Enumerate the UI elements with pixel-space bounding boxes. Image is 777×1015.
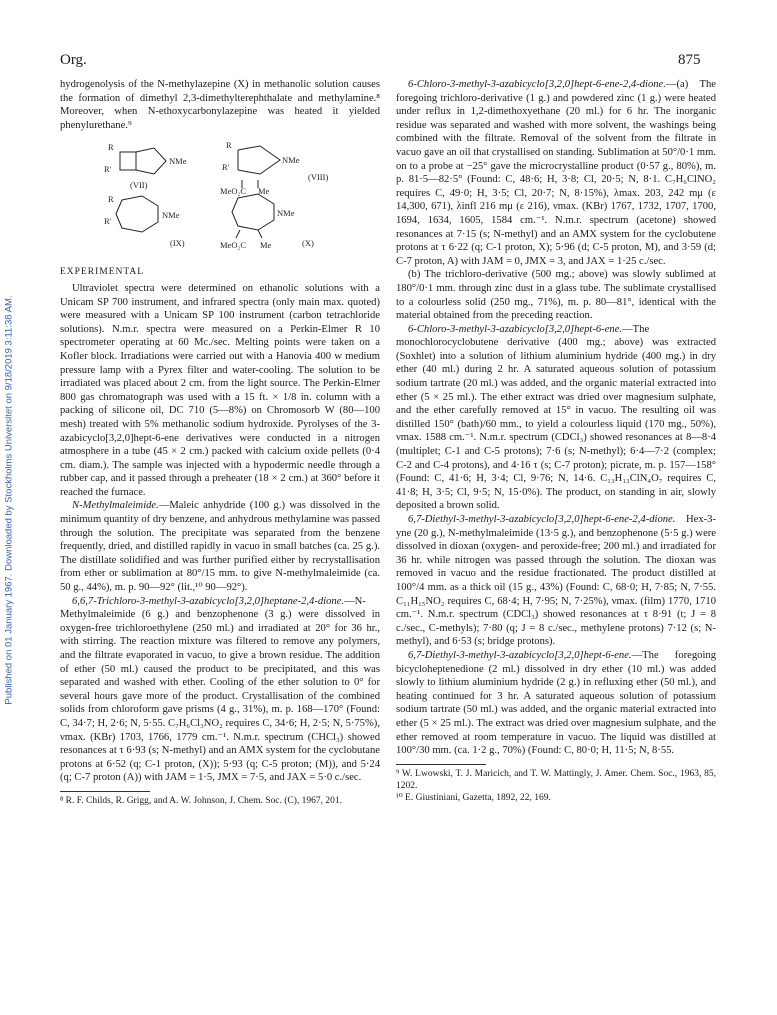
svg-text:R: R [226, 140, 232, 151]
footnote-10: ¹⁰ E. Giustiniani, Gazetta, 1892, 22, 169. [396, 792, 551, 803]
footnote-8: ⁸ R. F. Childs, R. Grigg, and A. W. Johnson, J. Chem. Soc. (C), 1967, 201. [60, 795, 343, 806]
experimental-paragraph: Ultraviolet spectra were determined on ethanolic solutions with a Unicam SP 700 instrument, and infrared spectra (only main max. quoted) were measured with a Unicam SP 100 instrument (carbon tetrachloride solutions). N.m.r. spectra were measured on a Perkin-Elmer R 10 spectrometer operating at 60 Mc./sec. Melting points were taken on a Kofler block. Irradiations were carried out with a Hanovia 400 w medium pressure lamp with a Pyrex filter and water-cooling. The solution to be irradiated was placed about 2 cm. from the light source. The Perkin-Elmer 800 gas chromatograph was used with a 15 ft. × 1/8 in. column with a packing of silicone oil, DC 710 (5—8%) on Chromosorb W (80—100 mesh) treated with 5% methanolic sodium hydroxide. Pyrolyses of the 3-azabicyclo[3,2,0]hept-6-ene derivatives were conducted in a nitrogen atmosphere in a tube (45 × 2 cm.) packed with calcium oxide pellets (0·4 cm. diam.). The sample was injected with a hypodermic needle through a rubber cap, and it passed through a preheater (18 × 2 cm.) at 360° before it reached the furnace. [60, 282, 380, 498]
structure-vii-cyclobutane [120, 152, 136, 170]
footnote-rule-right [396, 764, 486, 765]
svg-text:NMe: NMe [162, 210, 180, 221]
structure-viii-label: (VIII) [308, 172, 329, 183]
footnotes-left [60, 791, 380, 807]
structure-vii-r: R [108, 142, 114, 153]
svg-text:NMe: NMe [282, 155, 300, 166]
footnotes-right [396, 764, 716, 804]
svg-text:R': R' [104, 164, 112, 175]
structure-x-label: (X) [302, 238, 314, 249]
maleimide-paragraph: N-Methylmaleimide.—Maleic anhydride (100 g.) was dissolved in the minimum quantity of dry benzene, and anhydrous methylamine was passed through the solution. The precipitate was separated from the benzene frequently, dried, and distilled rapidly in vacuo in small batches (ca. 25 g.). The distillate solidified and was further purified either by recrystallisation from ether or sublimation at 80°/15 mm. to give N-methylmaleimide (ca. 50 g., 44%), m. p. 90—92° (lit.,¹⁰ 90—92°). [60, 500, 380, 594]
sublimation-paragraph: (b) The trichloro-derivative (500 mg.; above) was slowly sublimed at 180°/0·1 mm. through zinc dust in a glass tube. The sublimate crystallised to a colourless solid (250 mg., 71%), m. p. 80—81°, identical with the material obtained from the preceding reaction. [396, 269, 716, 322]
svg-text:R: R [108, 194, 114, 205]
footnote-rule [60, 791, 150, 792]
footnote-9: ⁹ W. Lwowski, T. J. Maricich, and T. W. Mattingly, J. Amer. Chem. Soc., 1963, 85, 1202. [396, 768, 716, 791]
svg-text:R': R' [222, 162, 230, 173]
structure-x-ring [232, 194, 274, 230]
diethyl-dione-paragraph: 6,7-Diethyl-3-methyl-3-azabicyclo[3,2,0]hept-6-ene-2,4-dione. Hex-3-yne (20 g.), N-methylmaleimide (13·5 g.), and benzophenone (5·5 g.) were dissolved in dioxan (oxygen- and peroxide-free; 200 ml.) and irradiated for 36 hr. while nitrogen was passed through the solution. The dioxan was removed in vacuo and the residue fractionated. The product distilled at 100°/4 mm. as a thick oil (15 g., 43%) (Found: C, 68·0; H, 7·85; N, 7·55. C₁₁H₁₅NO₂ requires C, 68·4; H, 7·95; N, 7·25%), νmax. (film) 1770, 1710 cm.⁻¹. N.m.r. spectrum (CDCl₃) showed resonances at τ 8·91 (t; J = 8 c./sec., C-methyls); 7·80 (q; J = 8 c./sec., methylene protons) 7·12 (s; N-methyl), and 6·53 (s; bridge protons). [396, 514, 716, 648]
svg-text:MeO₂C: MeO₂C [220, 240, 247, 251]
chloro-dione-paragraph: 6-Chloro-3-methyl-3-azabicyclo[3,2,0]hept-6-ene-2,4-dione.—(a) The foregoing trichloro-derivative (1 g.) and powdered zinc (1 g.) were heated under reflux in 1,2-dimethoxyethane (20 ml.) for 6 hr. The inorganic residue was separated and washed with more solvent, the washings being combined with the filtrate. Removal of the solvent from the filtrate in vacuo gave an oil that crystallised on standing. Sublimation at 50°/0·1 mm. on to a probe at −25° gave the microcrystalline product (0·57 g., 80%), m. p. 81·5—82·5° (Found: C, 48·6; H, 3·8; Cl, 20·5; N, 8·1. C₇H₆ClNO₂ requires C, 49·0; H, 3·5; Cl, 20·7; N, 8·15%), λmax. 203, 242 mμ (ε 14,300, 671), λinfl 216 mμ (ε 216), νmax. (KBr) 1767, 1732, 1707, 1700, 1694, 1634, 1605, 1584 cm.⁻¹. N.m.r. spectrum (acetone) showed resonances at 7·15 (s; N-methyl) and an AMX system for the cyclobutene protons at τ 6·22 (q; C-1 proton, X); 5·96 (d; C-5 proton, M), and 3·59 (d; C-7 proton, A) with JAM = 0, JMX = 3, and JAX = 1·25 c./sec. [396, 79, 716, 267]
structure-ix-ring [116, 196, 158, 232]
trichloro-paragraph: 6,6,7-Trichloro-3-methyl-3-azabicyclo[3,2,0]heptane-2,4-dione.—N-Methylmaleimide (6 g.) and benzophenone (3 g.) were dissolved in oxygen-free trichloroethylene (250 ml.) and irradiated at 20° for 36 hr., with stirring. The reaction mixture was filtered to remove any polymers, and the filtrate evaporated in vacuo, to give a brown residue. The addition of ether (50 ml.) caused the product to be precipitated, and this was separated and washed with ether. Cooling of the ether solution to 0° for several hours gave more of the product. Crystallisation of the combined solids from chloroform gave prisms (4 g., 31%), m. p. 168—170° (Found: C, 34·7; H, 2·6; N, 5·55. C₇H₆Cl₃NO₂ requires C, 34·6; H, 2·5; N, 5·75%), νmax. (KBr) 1703, 1766, 1779 cm.⁻¹. N.m.r. spectrum (CHCl₃) showed resonances at τ 6·93 (s; N-methyl) and an AMX system for the cyclobutane protons at 6·52 (q; C-1 proton, (X)); 5·93 (q; C-5 proton; (M)), and 5·24 (q; C-7 proton (A)) with JAM = 1·5, JMX = 7·5, and JAX = 5·0 c./sec. [60, 595, 380, 784]
structure-diagrams [70, 140, 370, 260]
svg-text:NMe: NMe [277, 208, 295, 219]
structure-vii-pyrrolidine [136, 148, 166, 174]
left-column [60, 78, 380, 807]
publication-sidebar [3, 295, 15, 900]
page-number: 875 [678, 52, 701, 68]
diethyl-hept-ene-paragraph: 6,7-Diethyl-3-methyl-3-azabicyclo[3,2,0]hept-6-ene.—The foregoing bicycloheptenedione (2 ml.) dissolved in dry ether (10 ml.) was added slowly to lithium aluminium hydride (2 g.) in refluxing ether (50 ml.), and heating continued for 3 hr. A saturated aqueous solution of potassium sodium tartrate (50 ml.) was added, and the organic material extracted into ether (5 × 25 ml.). The extract was dried over magnesium sulphate, and the ether removed at room temperature in vacuo. The liquid was distilled at 100°/30 mm. (ca. 1·2 g., 70%) (Found: C, 80·0; H, 11·5; N, 8·55. [396, 649, 716, 757]
svg-text:Me: Me [260, 240, 272, 251]
right-column [396, 78, 716, 804]
chloro-hept-ene-paragraph: 6-Chloro-3-methyl-3-azabicyclo[3,2,0]hept-6-ene.—The monochlorocyclobutene derivative (400 mg.; above) was extracted (Soxhlet) into a solution of lithium aluminium hydride (400 mg.) in dry ether (40 ml.) during 2 hr. A saturated aqueous solution of potassium sodium tartrate (20 ml.) was added, and the organic material extracted into ether (5 × 25 ml.). The ether extract was dried over magnesium sulphate, and the ether carefully removed at 15° in vacuo. The resulting oil was distilled 150° (bath)/60 mm., to yield a colourless liquid (170 mg., 50%), νmax. 1588 cm.⁻¹. N.m.r. spectrum (CDCl₃) showed resonances at 8—8·4 (multiplet; C-1 and C-5 protons); 7·6 (s; N-methyl); 6·4—7·2 (complex; C-2 and C-4 protons), and 4·16 τ (s; C-7 proton); picrate, m. p. 157—158° (Found: C, 41·6; H, 3·4; Cl, 9·76; N, 14·6. C₁₃H₁₃ClN₄O₇ requires C, 41·8; H, 3·5; Cl, 9·5; N, 15·0%). The product, on standing in air, slowly deposited a brown solid. [396, 323, 716, 512]
intro-paragraph: hydrogenolysis of the N-methylazepine (X) in methanolic solution causes the formation of dimethyl 2,3-dimethylterephthalate and methylamine.⁸ Moreover, when N-ethoxycarbonylazepine was heated it yielded phenylurethane.⁹ [60, 79, 380, 131]
structure-ix-label: (IX) [170, 238, 185, 249]
sidebar-download-note: Published on 01 January 1967. Downloaded by Stockholms Universitet on 9/18/2019 3:11:38 AM. [3, 295, 15, 705]
svg-text:NMe: NMe [169, 156, 187, 167]
structure-viii-ring [238, 146, 280, 174]
svg-text:Me: Me [258, 186, 270, 197]
structures-svg [70, 140, 370, 260]
section-heading-experimental: EXPERIMENTAL [60, 267, 145, 278]
svg-text:R': R' [104, 216, 112, 227]
structure-vii-label: (VII) [130, 180, 148, 191]
svg-text:MeO₂C: MeO₂C [220, 186, 247, 197]
running-head-journal: Org. [60, 52, 87, 68]
